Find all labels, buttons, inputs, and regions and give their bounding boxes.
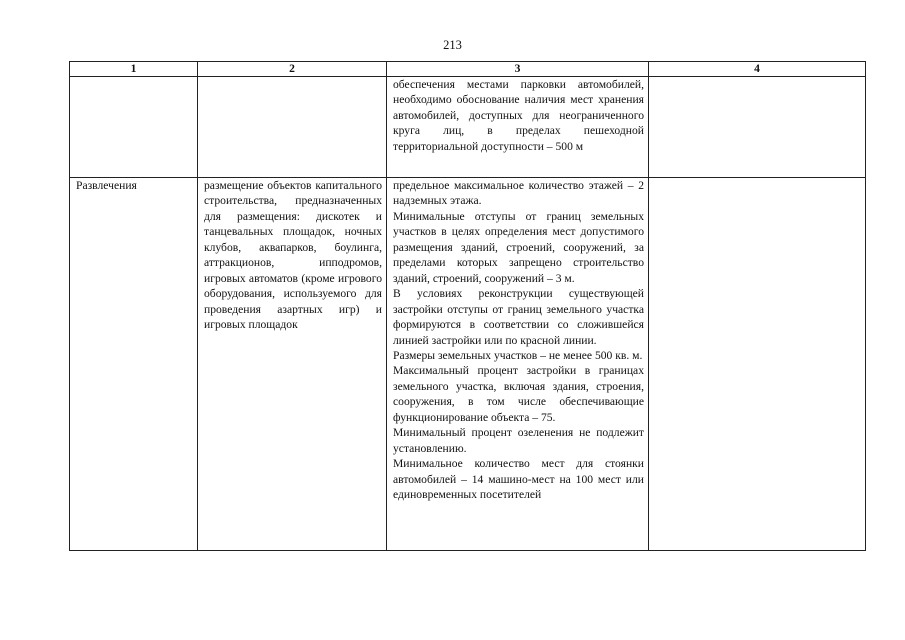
table-header-row [70, 62, 866, 77]
param-min-parking: Минимальное количество мест для стоянки автомобилей – 14 машино-мест на 100 мест или единовременных посетителей [393, 457, 644, 502]
row1-col2-cell [198, 77, 387, 178]
param-min-setbacks: Минимальные отступы от границ земельных участков в целях определения мест допустимого размещения зданий, строений, сооружений, за пределами которых запрещено строительство зданий, строений, сооружений – 3 м. [393, 209, 644, 285]
parking-continuation-text: обеспечения местами парковки автомобилей, необходимо обоснование наличия мест хранения автомобилей, доступных для неограниченного круга лиц, в пределах пешеходной территориальной доступности – 500 м [393, 78, 644, 153]
column-header-4: 4 [649, 62, 866, 77]
param-reconstruction-setbacks: В условиях реконструкции существующей застройки отступы от границ земельного участка формируются в соответствии со сложившейся линией застройки или по красной линии. [393, 287, 644, 347]
param-min-greening: Минимальный процент озеленения не подлежит установлению. [393, 426, 644, 455]
column-header-2: 2 [198, 62, 387, 77]
column-header-3: 3 [387, 62, 649, 77]
row1-col3-cell [387, 77, 649, 178]
table-row [70, 77, 866, 178]
row1-col1-cell [70, 77, 198, 178]
row1-col4-cell [649, 77, 866, 178]
regulations-table [69, 61, 866, 551]
param-max-coverage: Максимальный процент застройки в границах земельного участка, включая здания, строения, сооружения, в том числе обеспечивающие функционирование объекта – 75. [393, 364, 644, 424]
column-header-1: 1 [70, 62, 198, 77]
row2-col3-cell [387, 178, 649, 551]
row2-col1-cell [70, 178, 198, 551]
param-max-floors: предельное максимальное количество этажей – 2 надземных этажа. [393, 179, 644, 208]
page-number: 213 [443, 38, 462, 52]
land-use-type-label: Развлечения [76, 179, 137, 192]
param-plot-size: Размеры земельных участков – не менее 500 кв. м. [393, 348, 643, 362]
row2-col2-cell [198, 178, 387, 551]
table-row [70, 178, 866, 551]
land-use-description: размещение объектов капитального строительства, предназначенных для размещения: дискотек и танцевальных площадок, ночных клубов, аквапарков, боулинга, аттракционов, ипподромов, игровых автоматов (кроме игрового оборудования, используемого для проведения азартных игр) и игровых площадок [204, 179, 382, 332]
row2-col4-cell [649, 178, 866, 551]
